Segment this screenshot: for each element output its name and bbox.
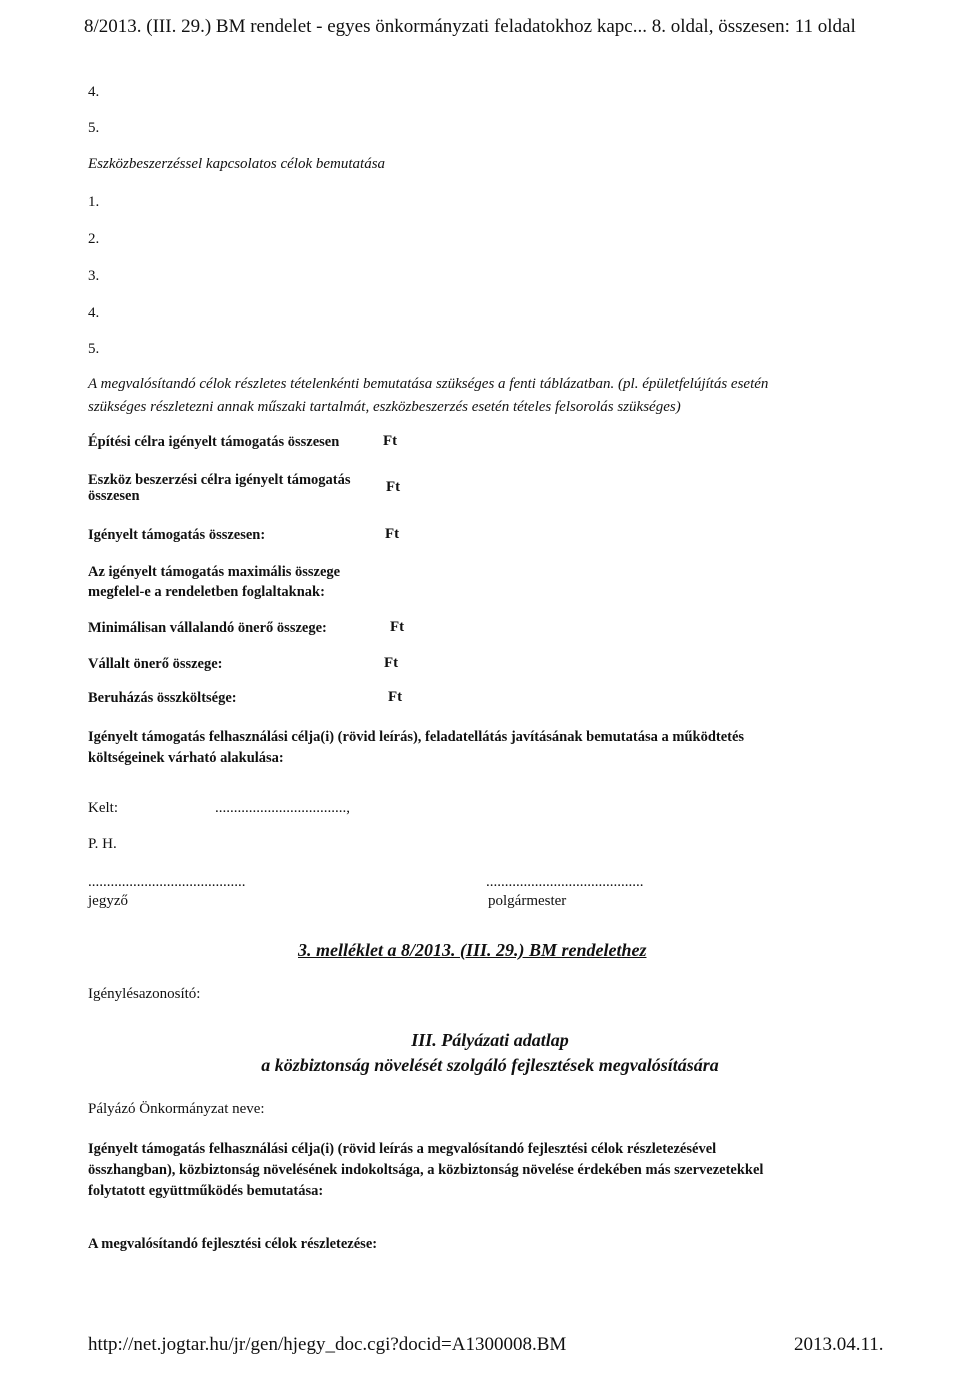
list-item: 2.: [88, 231, 100, 247]
field-label-epitesi: Építési célra igényelt támogatás összesen: [88, 434, 340, 450]
reszletezes-label: A megvalósítandó fejlesztési célok részletezése:: [88, 1236, 378, 1252]
signature-line-left: ..........................................: [88, 874, 246, 890]
note-line-2: szükséges részletezni annak műszaki tartalmát, eszközbeszerzés esetén tételes felsorolás szükséges): [88, 399, 681, 415]
currency-ft: Ft: [386, 479, 401, 495]
polgarmester-label: polgármester: [488, 893, 567, 909]
cel-line-1: Igényelt támogatás felhasználási célja(i) (rövid leírás a megvalósítandó fejlesztési célok részletezésével: [88, 1141, 717, 1157]
currency-ft: Ft: [390, 619, 405, 635]
adatlap-subtitle: a közbiztonság növelését szolgáló fejlesztések megvalósítására: [261, 1055, 719, 1075]
currency-ft: Ft: [385, 526, 400, 542]
list-item: 5.: [88, 341, 100, 357]
currency-ft: Ft: [388, 689, 403, 705]
melleklet-title: 3. melléklet a 8/2013. (III. 29.) BM rendelethez: [298, 940, 647, 960]
list-item: 3.: [88, 268, 100, 284]
igenylesazonosito-label: Igénylésazonosító:: [88, 986, 201, 1002]
currency-ft: Ft: [384, 655, 399, 671]
field-label-beruhazas: Beruházás összköltsége:: [88, 690, 237, 706]
cel-line-2: összhangban), közbiztonság növelésének indokoltsága, a közbiztonság növelése érdekében más szervezetekkel: [88, 1162, 764, 1178]
list-item: 4.: [88, 84, 100, 100]
field-label-eszkoz: Eszköz beszerzési célra igényelt támogatás: [88, 472, 351, 488]
field-label-eszkoz-2: összesen: [88, 488, 140, 504]
note-line-1: A megvalósítandó célok részletes tételenkénti bemutatása szükséges a fenti táblázatban. (pl. épületfelújítás esetén: [88, 376, 769, 392]
list-item: 1.: [88, 194, 100, 210]
list-item: 5.: [88, 120, 100, 136]
signature-line-right: ..........................................: [486, 874, 644, 890]
page-header-title: 8/2013. (III. 29.) BM rendelet - egyes önkormányzati feladatokhoz kapc... 8. oldal, összesen: 11 oldal: [84, 16, 856, 37]
footer-url: http://net.jogtar.hu/jr/gen/hjegy_doc.cgi?docid=A1300008.BM: [88, 1334, 567, 1355]
field-label-igenyelt: Igényelt támogatás összesen:: [88, 527, 266, 543]
purpose-line-1: Igényelt támogatás felhasználási célja(i) (rövid leírás), feladatellátás javításának bemutatása a működtetés: [88, 729, 745, 745]
list-item: 4.: [88, 305, 100, 321]
field-label-minimalis: Minimálisan vállalandó önerő összege:: [88, 620, 327, 636]
currency-ft: Ft: [383, 433, 398, 449]
purpose-line-2: költségeinek várható alakulása:: [88, 750, 284, 766]
jegyzo-label: jegyző: [88, 893, 128, 909]
cel-line-3: folytatott együttműködés bemutatása:: [88, 1183, 324, 1199]
kelt-dots: ...................................,: [215, 800, 350, 816]
field-label-maximalis: Az igényelt támogatás maximális összege: [88, 564, 341, 580]
kelt-label: Kelt:: [88, 800, 118, 816]
field-label-maximalis-2: megfelel-e a rendeletben foglaltaknak:: [88, 584, 325, 600]
ph-label: P. H.: [88, 836, 117, 852]
footer-date: 2013.04.11.: [794, 1334, 884, 1355]
section-heading-eszkoz: Eszközbeszerzéssel kapcsolatos célok bemutatása: [88, 156, 386, 172]
palyazo-label: Pályázó Önkormányzat neve:: [88, 1101, 265, 1117]
adatlap-title: III. Pályázati adatlap: [411, 1030, 569, 1050]
field-label-vallalt: Vállalt önerő összege:: [88, 656, 223, 672]
